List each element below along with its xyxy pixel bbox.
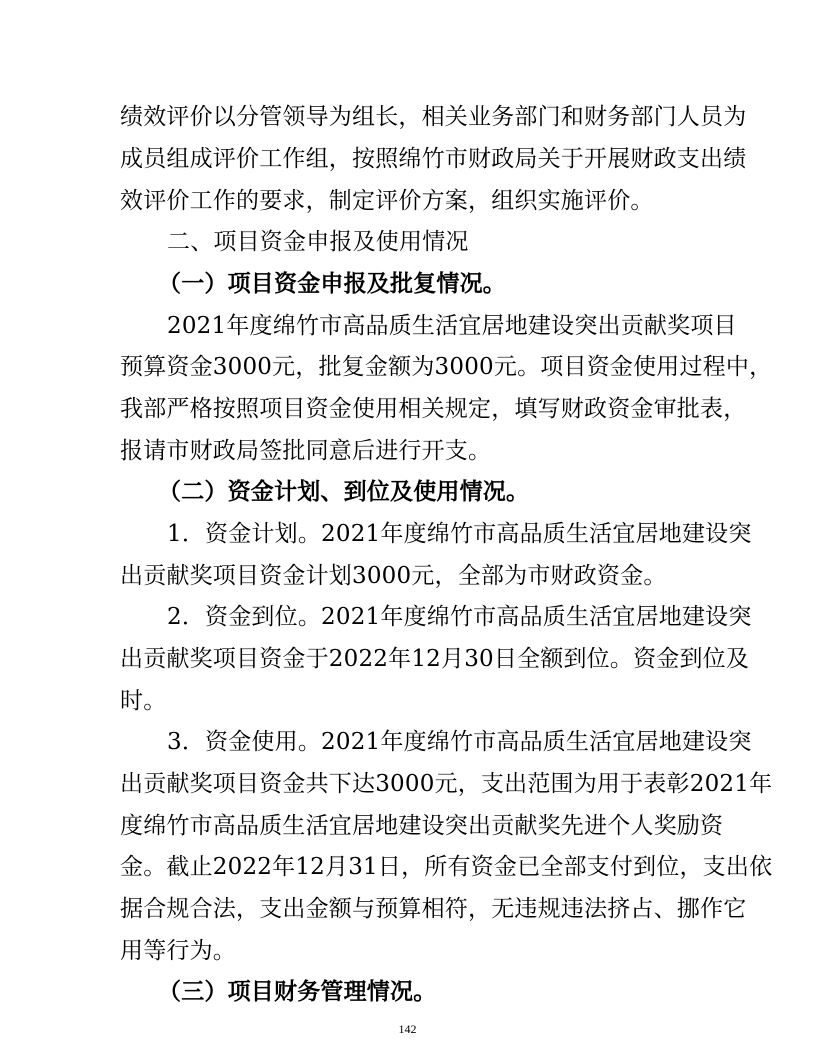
paragraph-line: 用等行为。	[120, 938, 236, 964]
paragraph-line: 金。截止2022年12月31日，所有资金已全部支付到位，支出依	[120, 854, 773, 880]
paragraph-line: 效评价工作的要求，制定评价方案，组织实施评价。	[120, 188, 654, 214]
subsection-heading: （三）项目财务管理情况。	[158, 979, 437, 1005]
paragraph-line: 1．资金计划。2021年度绵竹市高品质生活宜居地建设突	[167, 521, 752, 547]
paragraph-line: 成员组成评价工作组，按照绵竹市财政局关于开展财政支出绩	[120, 146, 747, 172]
paragraph-line: 报请市财政局签批同意后进行开支。	[120, 438, 492, 464]
subsection-heading: （一）项目资金申报及批复情况。	[158, 271, 506, 297]
paragraph-line: 出贡献奖项目资金共下达3000元，支出范围为用于表彰2021年	[120, 771, 773, 797]
paragraph-line: 时。	[120, 688, 167, 714]
paragraph-line: 3．资金使用。2021年度绵竹市高品质生活宜居地建设突	[167, 729, 752, 755]
paragraph-line: 绩效评价以分管领导为组长，相关业务部门和财务部门人员为	[120, 104, 747, 130]
paragraph-line: 度绵竹市高品质生活宜居地建设突出贡献奖先进个人奖励资	[120, 813, 724, 839]
page-number: 142	[398, 1022, 417, 1036]
paragraph-line: 出贡献奖项目资金计划3000元，全部为市财政资金。	[120, 563, 667, 589]
paragraph-line: 2021年度绵竹市高品质生活宜居地建设突出贡献奖项目	[167, 313, 737, 339]
subsection-heading: （二）资金计划、到位及使用情况。	[158, 479, 530, 505]
paragraph-line: 出贡献奖项目资金于2022年12月30日全额到位。资金到位及	[120, 646, 750, 672]
paragraph-line: 2．资金到位。2021年度绵竹市高品质生活宜居地建设突	[167, 604, 752, 630]
paragraph-line: 我部严格按照项目资金使用相关规定，填写财政资金审批表，	[120, 396, 747, 422]
section-heading: 二、项目资金申报及使用情况	[167, 229, 469, 255]
paragraph-line: 预算资金3000元，批复金额为3000元。项目资金使用过程中，	[120, 354, 773, 380]
paragraph-line: 据合规合法，支出金额与预算相符，无违规违法挤占、挪作它	[120, 896, 747, 922]
